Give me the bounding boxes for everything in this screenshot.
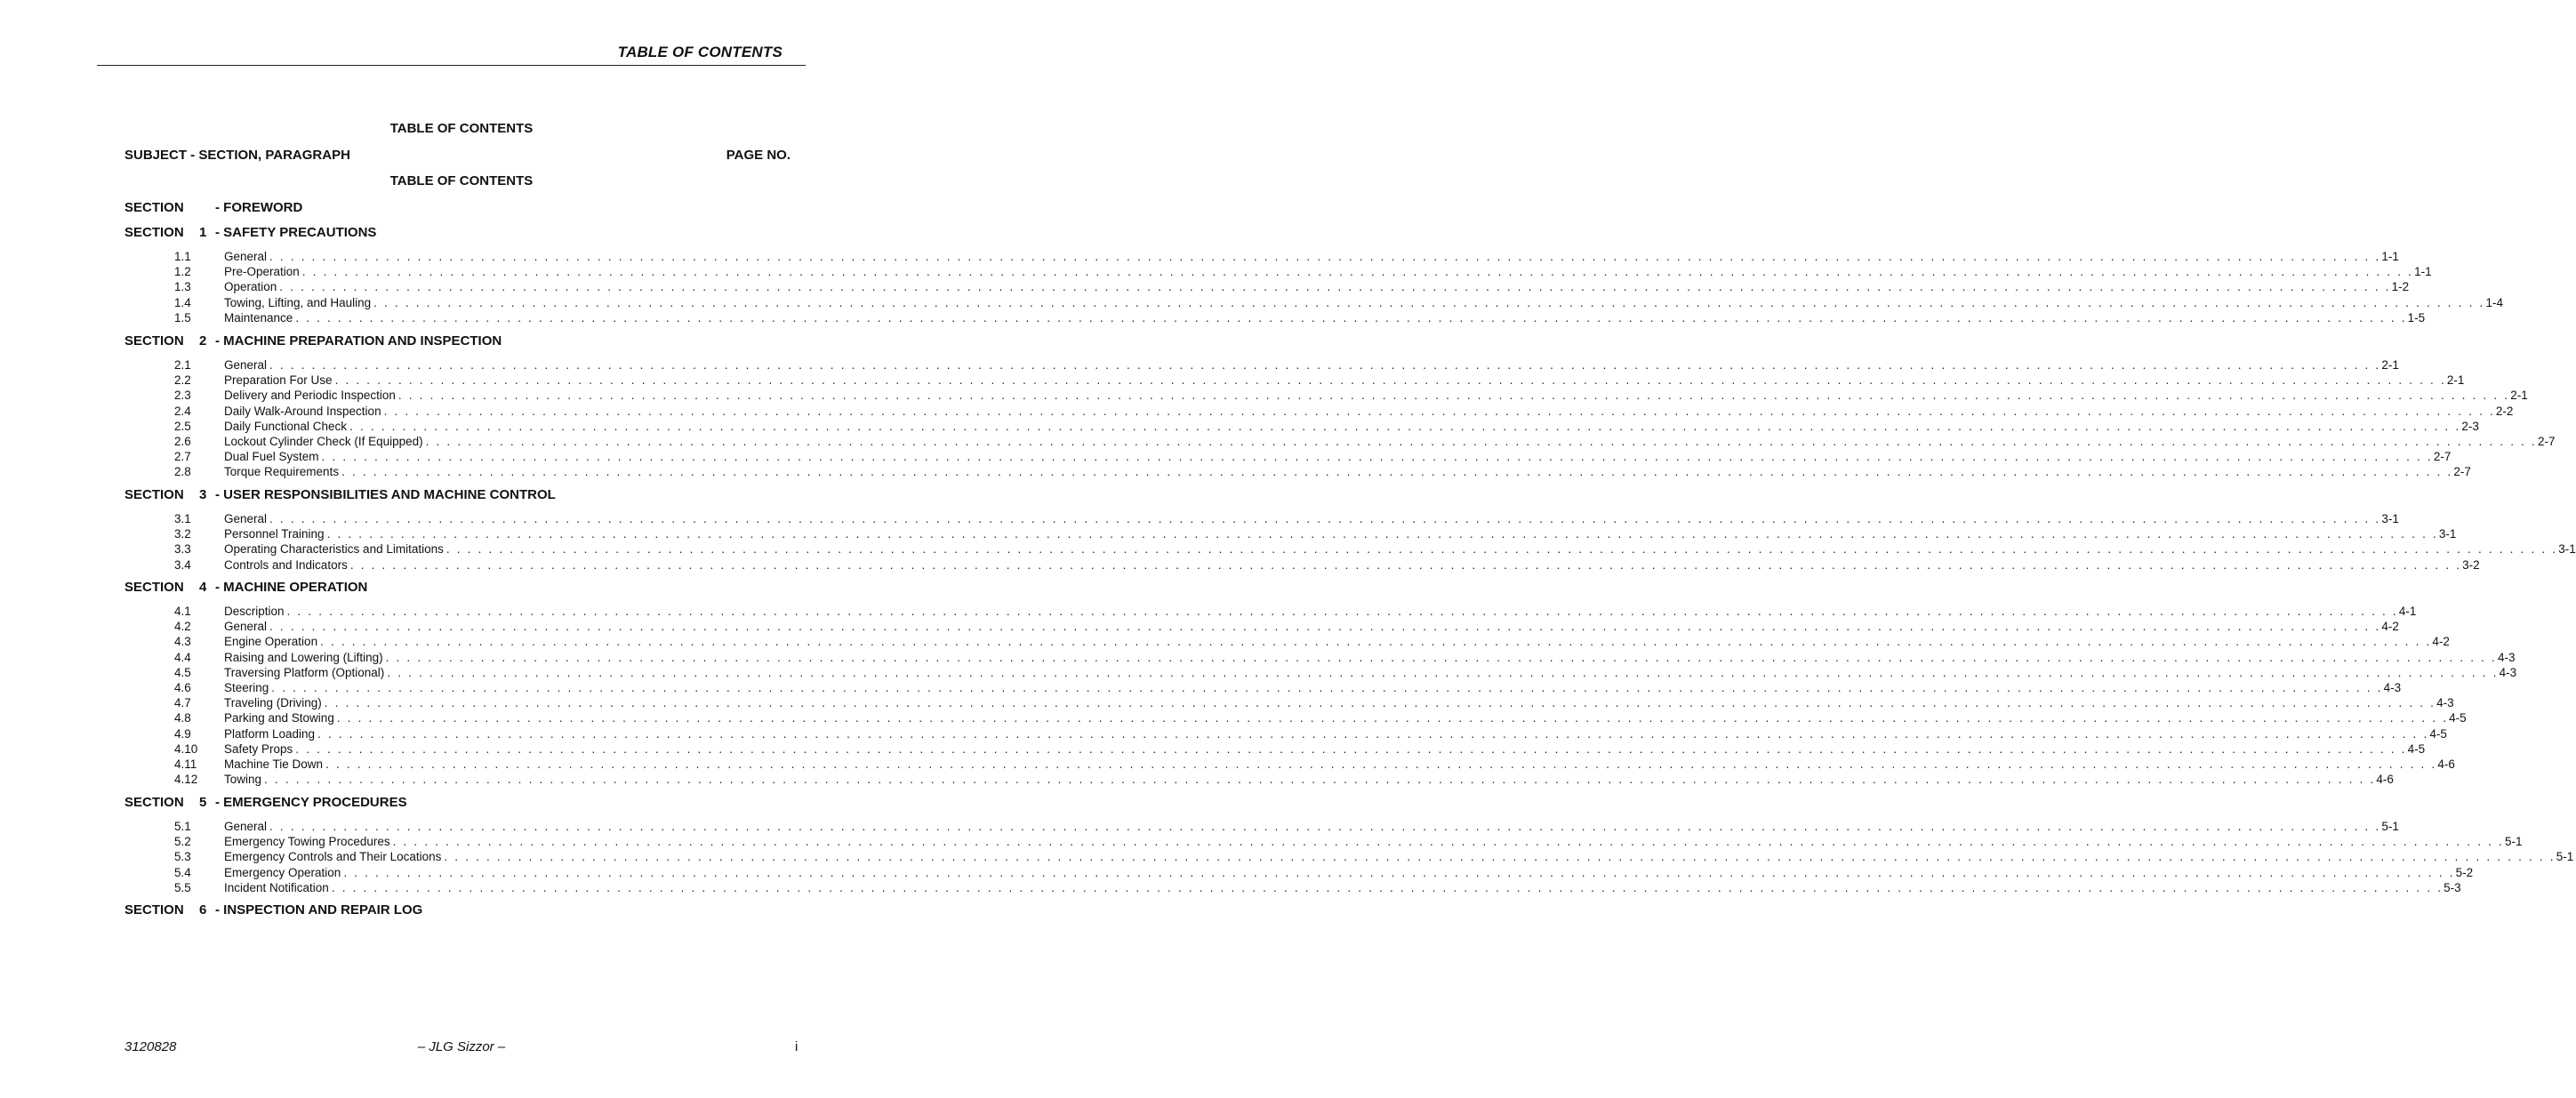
dot-leader: . . . . . . . . . . . . . . . . . . . . . . . . . . . . . . . . . . . . . . . . . . . . . . . . . . . . . . . . . . . . . . . . . . . . . . . . . . . . . . . . . . . . . . . . . . . . . . . . . . . . . . . . . . . . . . . . . . . . . . . . . . . . . . . . . . . . . . . . . . . . . . . . . . . . . . . . . . . . . . . . . . . . . . . . . . . . . . . . . . . . . . . . . . . . . . . . . . . . . . . . <box>445 542 2558 557</box>
entry-title: Operating Characteristics and Limitations <box>224 542 444 557</box>
toc-entry[interactable] <box>174 449 2452 464</box>
entry-title: Machine Tie Down <box>224 757 324 771</box>
entry-number: 3.4 <box>174 557 191 572</box>
dot-leader: . . . . . . . . . . . . . . . . . . . . . . . . . . . . . . . . . . . . . . . . . . . . . . . . . . . . . . . . . . . . . . . . . . . . . . . . . . . . . . . . . . . . . . . . . . . . . . . . . . . . . . . . . . . . . . . . . . . . . . . . . . . . . . . . . . . . . . . . . . . . . . . . . . . . . . . . . . . . . . . . . . . . . . . . . . . . . . . . . . . . . . . . . . . . . . . . . . . . . . . . <box>387 665 2499 679</box>
entry-page: 4-3 <box>2499 665 2517 679</box>
dot-leader: . . . . . . . . . . . . . . . . . . . . . . . . . . . . . . . . . . . . . . . . . . . . . . . . . . . . . . . . . . . . . . . . . . . . . . . . . . . . . . . . . . . . . . . . . . . . . . . . . . . . . . . . . . . . . . . . . . . . . . . . . . . . . . . . . . . . . . . . . . . . . . . . . . . . . . . . . . . . . . . . . . . . . . . . . . . . . . . . . . . . . . . . . . . . . . . . . . . . . . . . <box>326 527 2438 541</box>
entry-page: 3-1 <box>2381 512 2399 525</box>
section-title: - SAFETY PRECAUTIONS <box>215 225 377 240</box>
entry-page: 3-1 <box>2438 527 2457 541</box>
toc-entry[interactable] <box>174 264 2432 279</box>
toc-entry[interactable] <box>174 464 2471 479</box>
entry-title: Platform Loading <box>224 726 316 741</box>
section-heading <box>124 795 407 810</box>
entry-title: Emergency Operation <box>224 865 341 879</box>
dot-leader: . . . . . . . . . . . . . . . . . . . . . . . . . . . . . . . . . . . . . . . . . . . . . . . . . . . . . . . . . . . . . . . . . . . . . . . . . . . . . . . . . . . . . . . . . . . . . . . . . . . . . . . . . . . . . . . . . . . . . . . . . . . . . . . . . . . . . . . . . . . . . . . . . . . . . . . . . . . . . . . . . . . . . . . . . . . . . . . . . . . . . . . . . . . . . . . . . . . . . . . . <box>392 835 2504 849</box>
entry-number: 5.5 <box>174 880 191 894</box>
entry-title: General <box>224 358 268 372</box>
dot-leader: . . . . . . . . . . . . . . . . . . . . . . . . . . . . . . . . . . . . . . . . . . . . . . . . . . . . . . . . . . . . . . . . . . . . . . . . . . . . . . . . . . . . . . . . . . . . . . . . . . . . . . . . . . . . . . . . . . . . . . . . . . . . . . . . . . . . . . . . . . . . . . . . . . . . . . . . . . . . . . . . . . . . . . . . . . . . . . . . . . . . . . . . . . . . . . . . . . . . . . . . <box>336 711 2449 725</box>
dot-leader: . . . . . . . . . . . . . . . . . . . . . . . . . . . . . . . . . . . . . . . . . . . . . . . . . . . . . . . . . . . . . . . . . . . . . . . . . . . . . . . . . . . . . . . . . . . . . . . . . . . . . . . . . . . . . . . . . . . . . . . . . . . . . . . . . . . . . . . . . . . . . . . . . . . . . . . . . . . . . . . . . . . . . . . . . . . . . . . . . . . . . . . . . . . . . . . . . . . . . . . . <box>324 696 2436 710</box>
entry-title: Delivery and Periodic Inspection <box>224 389 396 403</box>
footer-product: – JLG Sizzor – <box>417 1039 506 1054</box>
section-title: - MACHINE PREPARATION AND INSPECTION <box>215 333 502 349</box>
toc-entry[interactable] <box>174 680 2402 695</box>
entry-page: 2-7 <box>2453 465 2471 479</box>
toc-entry[interactable] <box>174 619 2399 634</box>
entry-title: Daily Functional Check <box>224 419 348 433</box>
entry-title: Description <box>224 605 285 618</box>
dot-leader: . . . . . . . . . . . . . . . . . . . . . . . . . . . . . . . . . . . . . . . . . . . . . . . . . . . . . . . . . . . . . . . . . . . . . . . . . . . . . . . . . . . . . . . . . . . . . . . . . . . . . . . . . . . . . . . . . . . . . . . . . . . . . . . . . . . . . . . . . . . . . . . . . . . . . . . . . . . . . . . . . . . . . . . . . . . . . . . . . . . . . . . . . . . . . . . . . . . . . . . . <box>279 280 2391 294</box>
entry-number: 4.4 <box>174 650 191 664</box>
section-title: - EMERGENCY PROCEDURES <box>215 795 407 810</box>
dot-leader: . . . . . . . . . . . . . . . . . . . . . . . . . . . . . . . . . . . . . . . . . . . . . . . . . . . . . . . . . . . . . . . . . . . . . . . . . . . . . . . . . . . . . . . . . . . . . . . . . . . . . . . . . . . . . . . . . . . . . . . . . . . . . . . . . . . . . . . . . . . . . . . . . . . . . . . . . . . . . . . . . . . . . . . . . . . . . . . . . . . . . . . . . . . . . . . . . . . . . . . . <box>271 681 2383 694</box>
entry-number: 5.3 <box>174 850 191 864</box>
entry-number: 4.1 <box>174 605 191 618</box>
entry-number: 4.9 <box>174 726 191 741</box>
entry-number: 2.2 <box>174 373 191 388</box>
footer-page-number: i <box>795 1039 798 1054</box>
entry-page: 4-1 <box>2398 605 2417 618</box>
entry-title: General <box>224 620 268 634</box>
entry-number: 2.8 <box>174 465 191 479</box>
dot-leader: . . . . . . . . . . . . . . . . . . . . . . . . . . . . . . . . . . . . . . . . . . . . . . . . . . . . . . . . . . . . . . . . . . . . . . . . . . . . . . . . . . . . . . . . . . . . . . . . . . . . . . . . . . . . . . . . . . . . . . . . . . . . . . . . . . . . . . . . . . . . . . . . . . . . . . . . . . . . . . . . . . . . . . . . . . . . . . . . . . . . . . . . . . . . . . . . . . . . . . . . <box>349 419 2461 433</box>
toc-title: TABLE OF CONTENTS <box>389 121 534 136</box>
column-header-row <box>124 148 790 163</box>
dot-leader: . . . . . . . . . . . . . . . . . . . . . . . . . . . . . . . . . . . . . . . . . . . . . . . . . . . . . . . . . . . . . . . . . . . . . . . . . . . . . . . . . . . . . . . . . . . . . . . . . . . . . . . . . . . . . . . . . . . . . . . . . . . . . . . . . . . . . . . . . . . . . . . . . . . . . . . . . . . . . . . . . . . . . . . . . . . . . . . . . . . . . . . . . . . . . . . . . . . . . . . . <box>295 310 2407 325</box>
dot-leader: . . . . . . . . . . . . . . . . . . . . . . . . . . . . . . . . . . . . . . . . . . . . . . . . . . . . . . . . . . . . . . . . . . . . . . . . . . . . . . . . . . . . . . . . . . . . . . . . . . . . . . . . . . . . . . . . . . . . . . . . . . . . . . . . . . . . . . . . . . . . . . . . . . . . . . . . . . . . . . . . . . . . . . . . . . . . . . . . . . . . . . . . . . . . . . . . . . . . . . . . <box>295 741 2407 756</box>
entry-number: 3.1 <box>174 512 191 525</box>
entry-number: 2.6 <box>174 435 191 448</box>
entry-page: 1-1 <box>2414 265 2432 279</box>
dot-leader: . . . . . . . . . . . . . . . . . . . . . . . . . . . . . . . . . . . . . . . . . . . . . . . . . . . . . . . . . . . . . . . . . . . . . . . . . . . . . . . . . . . . . . . . . . . . . . . . . . . . . . . . . . . . . . . . . . . . . . . . . . . . . . . . . . . . . . . . . . . . . . . . . . . . . . . . . . . . . . . . . . . . . . . . . . . . . . . . . . . . . . . . . . . . . . . . . . . . . . . . <box>269 250 2381 263</box>
section-word: SECTION <box>124 200 184 215</box>
dot-leader: . . . . . . . . . . . . . . . . . . . . . . . . . . . . . . . . . . . . . . . . . . . . . . . . . . . . . . . . . . . . . . . . . . . . . . . . . . . . . . . . . . . . . . . . . . . . . . . . . . . . . . . . . . . . . . . . . . . . . . . . . . . . . . . . . . . . . . . . . . . . . . . . . . . . . . . . . . . . . . . . . . . . . . . . . . . . . . . . . . . . . . . . . . . . . . . . . . . . . . . . <box>269 820 2381 833</box>
entry-title: Engine Operation <box>224 635 318 649</box>
entry-number: 4.12 <box>174 773 198 787</box>
entry-page: 4-3 <box>2383 681 2402 694</box>
entry-number: 5.1 <box>174 820 191 833</box>
toc-entry[interactable] <box>174 710 2467 725</box>
toc-entry[interactable] <box>174 249 2399 264</box>
entry-title: General <box>224 512 268 525</box>
entry-page: 1-4 <box>2485 295 2503 309</box>
entry-page: 4-6 <box>2376 773 2394 787</box>
entry-number: 3.2 <box>174 527 191 541</box>
entry-page: 2-7 <box>2537 435 2556 448</box>
section-heading <box>124 333 502 349</box>
entry-title: Lockout Cylinder Check (If Equipped) <box>224 435 423 448</box>
toc-entry[interactable] <box>174 557 2480 573</box>
entry-title: Traversing Platform (Optional) <box>224 665 385 679</box>
dot-leader: . . . . . . . . . . . . . . . . . . . . . . . . . . . . . . . . . . . . . . . . . . . . . . . . . . . . . . . . . . . . . . . . . . . . . . . . . . . . . . . . . . . . . . . . . . . . . . . . . . . . . . . . . . . . . . . . . . . . . . . . . . . . . . . . . . . . . . . . . . . . . . . . . . . . . . . . . . . . . . . . . . . . . . . . . . . . . . . . . . . . . . . . . . . . . . . . . . . . . . . . <box>269 358 2381 372</box>
section-number: 1 <box>199 225 207 240</box>
entry-number: 1.2 <box>174 265 191 279</box>
toc-entry[interactable] <box>174 388 2528 403</box>
dot-leader: . . . . . . . . . . . . . . . . . . . . . . . . . . . . . . . . . . . . . . . . . . . . . . . . . . . . . . . . . . . . . . . . . . . . . . . . . . . . . . . . . . . . . . . . . . . . . . . . . . . . . . . . . . . . . . . . . . . . . . . . . . . . . . . . . . . . . . . . . . . . . . . . . . . . . . . . . . . . . . . . . . . . . . . . . . . . . . . . . . . . . . . . . . . . . . . . . . . . . . . . <box>373 295 2485 309</box>
section-heading <box>124 487 556 502</box>
section-word: SECTION <box>124 795 184 810</box>
section-heading <box>124 580 367 595</box>
entry-number: 4.5 <box>174 665 191 679</box>
entry-page: 4-6 <box>2437 757 2455 771</box>
dot-leader: . . . . . . . . . . . . . . . . . . . . . . . . . . . . . . . . . . . . . . . . . . . . . . . . . . . . . . . . . . . . . . . . . . . . . . . . . . . . . . . . . . . . . . . . . . . . . . . . . . . . . . . . . . . . . . . . . . . . . . . . . . . . . . . . . . . . . . . . . . . . . . . . . . . . . . . . . . . . . . . . . . . . . . . . . . . . . . . . . . . . . . . . . . . . . . . . . . . . . . . . <box>269 512 2381 525</box>
entry-title: Steering <box>224 681 269 694</box>
toc-entry[interactable] <box>174 665 2517 680</box>
entry-title: Daily Walk-Around Inspection <box>224 404 381 418</box>
toc-entry[interactable] <box>174 604 2417 619</box>
dot-leader: . . . . . . . . . . . . . . . . . . . . . . . . . . . . . . . . . . . . . . . . . . . . . . . . . . . . . . . . . . . . . . . . . . . . . . . . . . . . . . . . . . . . . . . . . . . . . . . . . . . . . . . . . . . . . . . . . . . . . . . . . . . . . . . . . . . . . . . . . . . . . . . . . . . . . . . . . . . . . . . . . . . . . . . . . . . . . . . . . . . . . . . . . . . . . . . . . . . . . . . . <box>320 635 2432 649</box>
entry-number: 2.5 <box>174 419 191 433</box>
entry-page: 3-2 <box>2462 557 2480 572</box>
toc-entry[interactable] <box>174 650 2516 665</box>
section-title: - INSPECTION AND REPAIR LOG <box>215 902 423 918</box>
entry-title: Raising and Lowering (Lifting) <box>224 650 383 664</box>
toc-entry[interactable] <box>174 419 2479 434</box>
dot-leader: . . . . . . . . . . . . . . . . . . . . . . . . . . . . . . . . . . . . . . . . . . . . . . . . . . . . . . . . . . . . . . . . . . . . . . . . . . . . . . . . . . . . . . . . . . . . . . . . . . . . . . . . . . . . . . . . . . . . . . . . . . . . . . . . . . . . . . . . . . . . . . . . . . . . . . . . . . . . . . . . . . . . . . . . . . . . . . . . . . . . . . . . . . . . . . . . . . . . . . . . <box>425 435 2537 448</box>
entry-title: Traveling (Driving) <box>224 696 322 710</box>
toc-entry[interactable] <box>174 373 2465 388</box>
dot-leader: . . . . . . . . . . . . . . . . . . . . . . . . . . . . . . . . . . . . . . . . . . . . . . . . . . . . . . . . . . . . . . . . . . . . . . . . . . . . . . . . . . . . . . . . . . . . . . . . . . . . . . . . . . . . . . . . . . . . . . . . . . . . . . . . . . . . . . . . . . . . . . . . . . . . . . . . . . . . . . . . . . . . . . . . . . . . . . . . . . . . . . . . . . . . . . . . . . . . . . . . <box>325 757 2437 771</box>
entry-number: 2.4 <box>174 404 191 418</box>
section-title: - MACHINE OPERATION <box>215 580 368 595</box>
entry-title: Emergency Controls and Their Locations <box>224 850 442 864</box>
section-title: - USER RESPONSIBILITIES AND MACHINE CONTROL <box>215 487 556 502</box>
section-heading <box>124 902 422 918</box>
toc-entry[interactable] <box>174 819 2399 834</box>
entry-page: 2-1 <box>2381 358 2399 372</box>
header-title: TABLE OF CONTENTS <box>617 44 782 60</box>
toc-entry[interactable] <box>174 404 2514 419</box>
entry-title: General <box>224 250 268 263</box>
entry-number: 1.5 <box>174 310 191 325</box>
entry-number: 4.7 <box>174 696 191 710</box>
entry-title: Emergency Towing Procedures <box>224 835 390 849</box>
section-number: 6 <box>199 902 207 918</box>
entry-title: Towing, Lifting, and Hauling <box>224 295 372 309</box>
toc-entry[interactable] <box>174 434 2556 449</box>
entry-title: Dual Fuel System <box>224 450 319 464</box>
entry-number: 2.7 <box>174 450 191 464</box>
toc-entry[interactable] <box>174 757 2455 772</box>
entry-number: 4.10 <box>174 741 198 756</box>
dot-leader: . . . . . . . . . . . . . . . . . . . . . . . . . . . . . . . . . . . . . . . . . . . . . . . . . . . . . . . . . . . . . . . . . . . . . . . . . . . . . . . . . . . . . . . . . . . . . . . . . . . . . . . . . . . . . . . . . . . . . . . . . . . . . . . . . . . . . . . . . . . . . . . . . . . . . . . . . . . . . . . . . . . . . . . . . . . . . . . . . . . . . . . . . . . . . . . . . . . . . . . . <box>331 880 2444 894</box>
section-number: 4 <box>199 580 207 595</box>
entry-page: 4-5 <box>2429 726 2447 741</box>
entry-page: 2-1 <box>2446 373 2465 388</box>
section-number: 2 <box>199 333 207 349</box>
entry-number: 2.3 <box>174 389 191 403</box>
dot-leader: . . . . . . . . . . . . . . . . . . . . . . . . . . . . . . . . . . . . . . . . . . . . . . . . . . . . . . . . . . . . . . . . . . . . . . . . . . . . . . . . . . . . . . . . . . . . . . . . . . . . . . . . . . . . . . . . . . . . . . . . . . . . . . . . . . . . . . . . . . . . . . . . . . . . . . . . . . . . . . . . . . . . . . . . . . . . . . . . . . . . . . . . . . . . . . . . . . . . . . . . <box>334 373 2446 388</box>
entry-page: 4-5 <box>2407 741 2426 756</box>
section-number: 3 <box>199 487 207 502</box>
entry-page: 2-7 <box>2433 450 2452 464</box>
section-number: 5 <box>199 795 207 810</box>
entry-page: 5-1 <box>2556 850 2574 864</box>
entry-number: 1.4 <box>174 295 191 309</box>
entry-page: 4-3 <box>2436 696 2454 710</box>
entry-number: 1.1 <box>174 250 191 263</box>
dot-leader: . . . . . . . . . . . . . . . . . . . . . . . . . . . . . . . . . . . . . . . . . . . . . . . . . . . . . . . . . . . . . . . . . . . . . . . . . . . . . . . . . . . . . . . . . . . . . . . . . . . . . . . . . . . . . . . . . . . . . . . . . . . . . . . . . . . . . . . . . . . . . . . . . . . . . . . . . . . . . . . . . . . . . . . . . . . . . . . . . . . . . . . . . . . . . . . . . . . . . . . . <box>385 650 2497 664</box>
header-rule <box>97 65 806 66</box>
toc-entry[interactable] <box>174 726 2447 741</box>
entry-page: 4-3 <box>2497 650 2516 664</box>
entry-page: 1-1 <box>2381 250 2399 263</box>
entry-number: 1.3 <box>174 280 191 294</box>
section-heading <box>124 225 376 240</box>
dot-leader: . . . . . . . . . . . . . . . . . . . . . . . . . . . . . . . . . . . . . . . . . . . . . . . . . . . . . . . . . . . . . . . . . . . . . . . . . . . . . . . . . . . . . . . . . . . . . . . . . . . . . . . . . . . . . . . . . . . . . . . . . . . . . . . . . . . . . . . . . . . . . . . . . . . . . . . . . . . . . . . . . . . . . . . . . . . . . . . . . . . . . . . . . . . . . . . . . . . . . . . . <box>383 404 2495 418</box>
entry-number: 5.4 <box>174 865 191 879</box>
entry-title: Torque Requirements <box>224 465 340 479</box>
toc-entry[interactable] <box>174 695 2454 710</box>
dot-leader: . . . . . . . . . . . . . . . . . . . . . . . . . . . . . . . . . . . . . . . . . . . . . . . . . . . . . . . . . . . . . . . . . . . . . . . . . . . . . . . . . . . . . . . . . . . . . . . . . . . . . . . . . . . . . . . . . . . . . . . . . . . . . . . . . . . . . . . . . . . . . . . . . . . . . . . . . . . . . . . . . . . . . . . . . . . . . . . . . . . . . . . . . . . . . . . . . . . . . . . . <box>317 726 2429 741</box>
subject-label: SUBJECT - SECTION, PARAGRAPH <box>124 148 350 163</box>
entry-page: 5-2 <box>2455 865 2474 879</box>
section-title: - FOREWORD <box>215 200 303 215</box>
dot-leader: . . . . . . . . . . . . . . . . . . . . . . . . . . . . . . . . . . . . . . . . . . . . . . . . . . . . . . . . . . . . . . . . . . . . . . . . . . . . . . . . . . . . . . . . . . . . . . . . . . . . . . . . . . . . . . . . . . . . . . . . . . . . . . . . . . . . . . . . . . . . . . . . . . . . . . . . . . . . . . . . . . . . . . . . . . . . . . . . . . . . . . . . . . . . . . . . . . . . . . . . <box>264 773 2376 787</box>
entry-page: 4-2 <box>2432 635 2450 649</box>
entry-title: Towing <box>224 773 262 787</box>
entry-title: Operation <box>224 280 277 294</box>
entry-page: 2-2 <box>2495 404 2514 418</box>
toc-entry[interactable] <box>174 310 2426 325</box>
entry-number: 4.2 <box>174 620 191 634</box>
toc-entry[interactable] <box>174 849 2574 864</box>
entry-number: 4.3 <box>174 635 191 649</box>
toc-entry[interactable] <box>174 772 2394 787</box>
entry-title: Safety Props <box>224 741 293 756</box>
dot-leader: . . . . . . . . . . . . . . . . . . . . . . . . . . . . . . . . . . . . . . . . . . . . . . . . . . . . . . . . . . . . . . . . . . . . . . . . . . . . . . . . . . . . . . . . . . . . . . . . . . . . . . . . . . . . . . . . . . . . . . . . . . . . . . . . . . . . . . . . . . . . . . . . . . . . . . . . . . . . . . . . . . . . . . . . . . . . . . . . . . . . . . . . . . . . . . . . . . . . . . . . <box>341 465 2453 479</box>
dot-leader: . . . . . . . . . . . . . . . . . . . . . . . . . . . . . . . . . . . . . . . . . . . . . . . . . . . . . . . . . . . . . . . . . . . . . . . . . . . . . . . . . . . . . . . . . . . . . . . . . . . . . . . . . . . . . . . . . . . . . . . . . . . . . . . . . . . . . . . . . . . . . . . . . . . . . . . . . . . . . . . . . . . . . . . . . . . . . . . . . . . . . . . . . . . . . . . . . . . . . . . . <box>321 450 2433 464</box>
entry-number: 4.6 <box>174 681 191 694</box>
toc-entry[interactable] <box>174 526 2457 541</box>
toc-entry[interactable] <box>174 865 2474 880</box>
entry-title: Personnel Training <box>224 527 325 541</box>
dot-leader: . . . . . . . . . . . . . . . . . . . . . . . . . . . . . . . . . . . . . . . . . . . . . . . . . . . . . . . . . . . . . . . . . . . . . . . . . . . . . . . . . . . . . . . . . . . . . . . . . . . . . . . . . . . . . . . . . . . . . . . . . . . . . . . . . . . . . . . . . . . . . . . . . . . . . . . . . . . . . . . . . . . . . . . . . . . . . . . . . . . . . . . . . . . . . . . . . . . . . . . . <box>444 850 2556 864</box>
entry-page: 1-2 <box>2391 280 2410 294</box>
section-word: SECTION <box>124 487 184 502</box>
toc-entry[interactable] <box>174 741 2426 757</box>
section-word: SECTION <box>124 333 184 349</box>
entry-title: Parking and Stowing <box>224 711 334 725</box>
entry-page: 5-1 <box>2381 820 2399 833</box>
section-word: SECTION <box>124 225 184 240</box>
entry-number: 4.11 <box>174 757 197 771</box>
section-word: SECTION <box>124 902 184 918</box>
entry-page: 2-3 <box>2461 419 2479 433</box>
dot-leader: . . . . . . . . . . . . . . . . . . . . . . . . . . . . . . . . . . . . . . . . . . . . . . . . . . . . . . . . . . . . . . . . . . . . . . . . . . . . . . . . . . . . . . . . . . . . . . . . . . . . . . . . . . . . . . . . . . . . . . . . . . . . . . . . . . . . . . . . . . . . . . . . . . . . . . . . . . . . . . . . . . . . . . . . . . . . . . . . . . . . . . . . . . . . . . . . . . . . . . . . <box>343 865 2455 879</box>
entry-page: 1-5 <box>2407 310 2426 325</box>
entry-page: 4-5 <box>2449 711 2467 725</box>
section-heading <box>124 200 302 215</box>
entry-title: Pre-Operation <box>224 265 300 279</box>
toc-entry[interactable] <box>174 541 2576 557</box>
dot-leader: . . . . . . . . . . . . . . . . . . . . . . . . . . . . . . . . . . . . . . . . . . . . . . . . . . . . . . . . . . . . . . . . . . . . . . . . . . . . . . . . . . . . . . . . . . . . . . . . . . . . . . . . . . . . . . . . . . . . . . . . . . . . . . . . . . . . . . . . . . . . . . . . . . . . . . . . . . . . . . . . . . . . . . . . . . . . . . . . . . . . . . . . . . . . . . . . . . . . . . . . <box>269 620 2381 634</box>
toc-entry[interactable] <box>174 357 2399 373</box>
toc-entry[interactable] <box>174 295 2503 310</box>
entry-number: 5.2 <box>174 835 191 849</box>
entry-title: Controls and Indicators <box>224 557 348 572</box>
toc-title-secondary: TABLE OF CONTENTS <box>389 173 534 188</box>
dot-leader: . . . . . . . . . . . . . . . . . . . . . . . . . . . . . . . . . . . . . . . . . . . . . . . . . . . . . . . . . . . . . . . . . . . . . . . . . . . . . . . . . . . . . . . . . . . . . . . . . . . . . . . . . . . . . . . . . . . . . . . . . . . . . . . . . . . . . . . . . . . . . . . . . . . . . . . . . . . . . . . . . . . . . . . . . . . . . . . . . . . . . . . . . . . . . . . . . . . . . . . . <box>286 605 2398 618</box>
entry-page: 3-1 <box>2558 542 2576 557</box>
entry-page: 2-1 <box>2510 389 2528 403</box>
section-word: SECTION <box>124 580 184 595</box>
entry-page: 5-3 <box>2444 880 2461 894</box>
entry-title: General <box>224 820 268 833</box>
entry-page: 5-1 <box>2504 835 2523 849</box>
toc-entry[interactable] <box>174 634 2450 649</box>
entry-number: 4.8 <box>174 711 191 725</box>
toc-entry[interactable] <box>174 834 2523 849</box>
dot-leader: . . . . . . . . . . . . . . . . . . . . . . . . . . . . . . . . . . . . . . . . . . . . . . . . . . . . . . . . . . . . . . . . . . . . . . . . . . . . . . . . . . . . . . . . . . . . . . . . . . . . . . . . . . . . . . . . . . . . . . . . . . . . . . . . . . . . . . . . . . . . . . . . . . . . . . . . . . . . . . . . . . . . . . . . . . . . . . . . . . . . . . . . . . . . . . . . . . . . . . . . <box>349 557 2462 572</box>
dot-leader: . . . . . . . . . . . . . . . . . . . . . . . . . . . . . . . . . . . . . . . . . . . . . . . . . . . . . . . . . . . . . . . . . . . . . . . . . . . . . . . . . . . . . . . . . . . . . . . . . . . . . . . . . . . . . . . . . . . . . . . . . . . . . . . . . . . . . . . . . . . . . . . . . . . . . . . . . . . . . . . . . . . . . . . . . . . . . . . . . . . . . . . . . . . . . . . . . . . . . . . . <box>397 389 2510 403</box>
entry-title: Preparation For Use <box>224 373 333 388</box>
footer-doc-number: 3120828 <box>124 1039 177 1054</box>
entry-title: Maintenance <box>224 310 293 325</box>
page-label: PAGE NO. <box>726 148 790 163</box>
entry-number: 3.3 <box>174 542 191 557</box>
entry-title: Incident Notification <box>224 880 329 894</box>
toc-entry[interactable] <box>174 880 2461 895</box>
dot-leader: . . . . . . . . . . . . . . . . . . . . . . . . . . . . . . . . . . . . . . . . . . . . . . . . . . . . . . . . . . . . . . . . . . . . . . . . . . . . . . . . . . . . . . . . . . . . . . . . . . . . . . . . . . . . . . . . . . . . . . . . . . . . . . . . . . . . . . . . . . . . . . . . . . . . . . . . . . . . . . . . . . . . . . . . . . . . . . . . . . . . . . . . . . . . . . . . . . . . . . . . <box>301 265 2414 279</box>
entry-page: 4-2 <box>2381 620 2399 634</box>
entry-number: 2.1 <box>174 358 191 372</box>
toc-entry[interactable] <box>174 511 2399 526</box>
toc-entry[interactable] <box>174 279 2410 294</box>
